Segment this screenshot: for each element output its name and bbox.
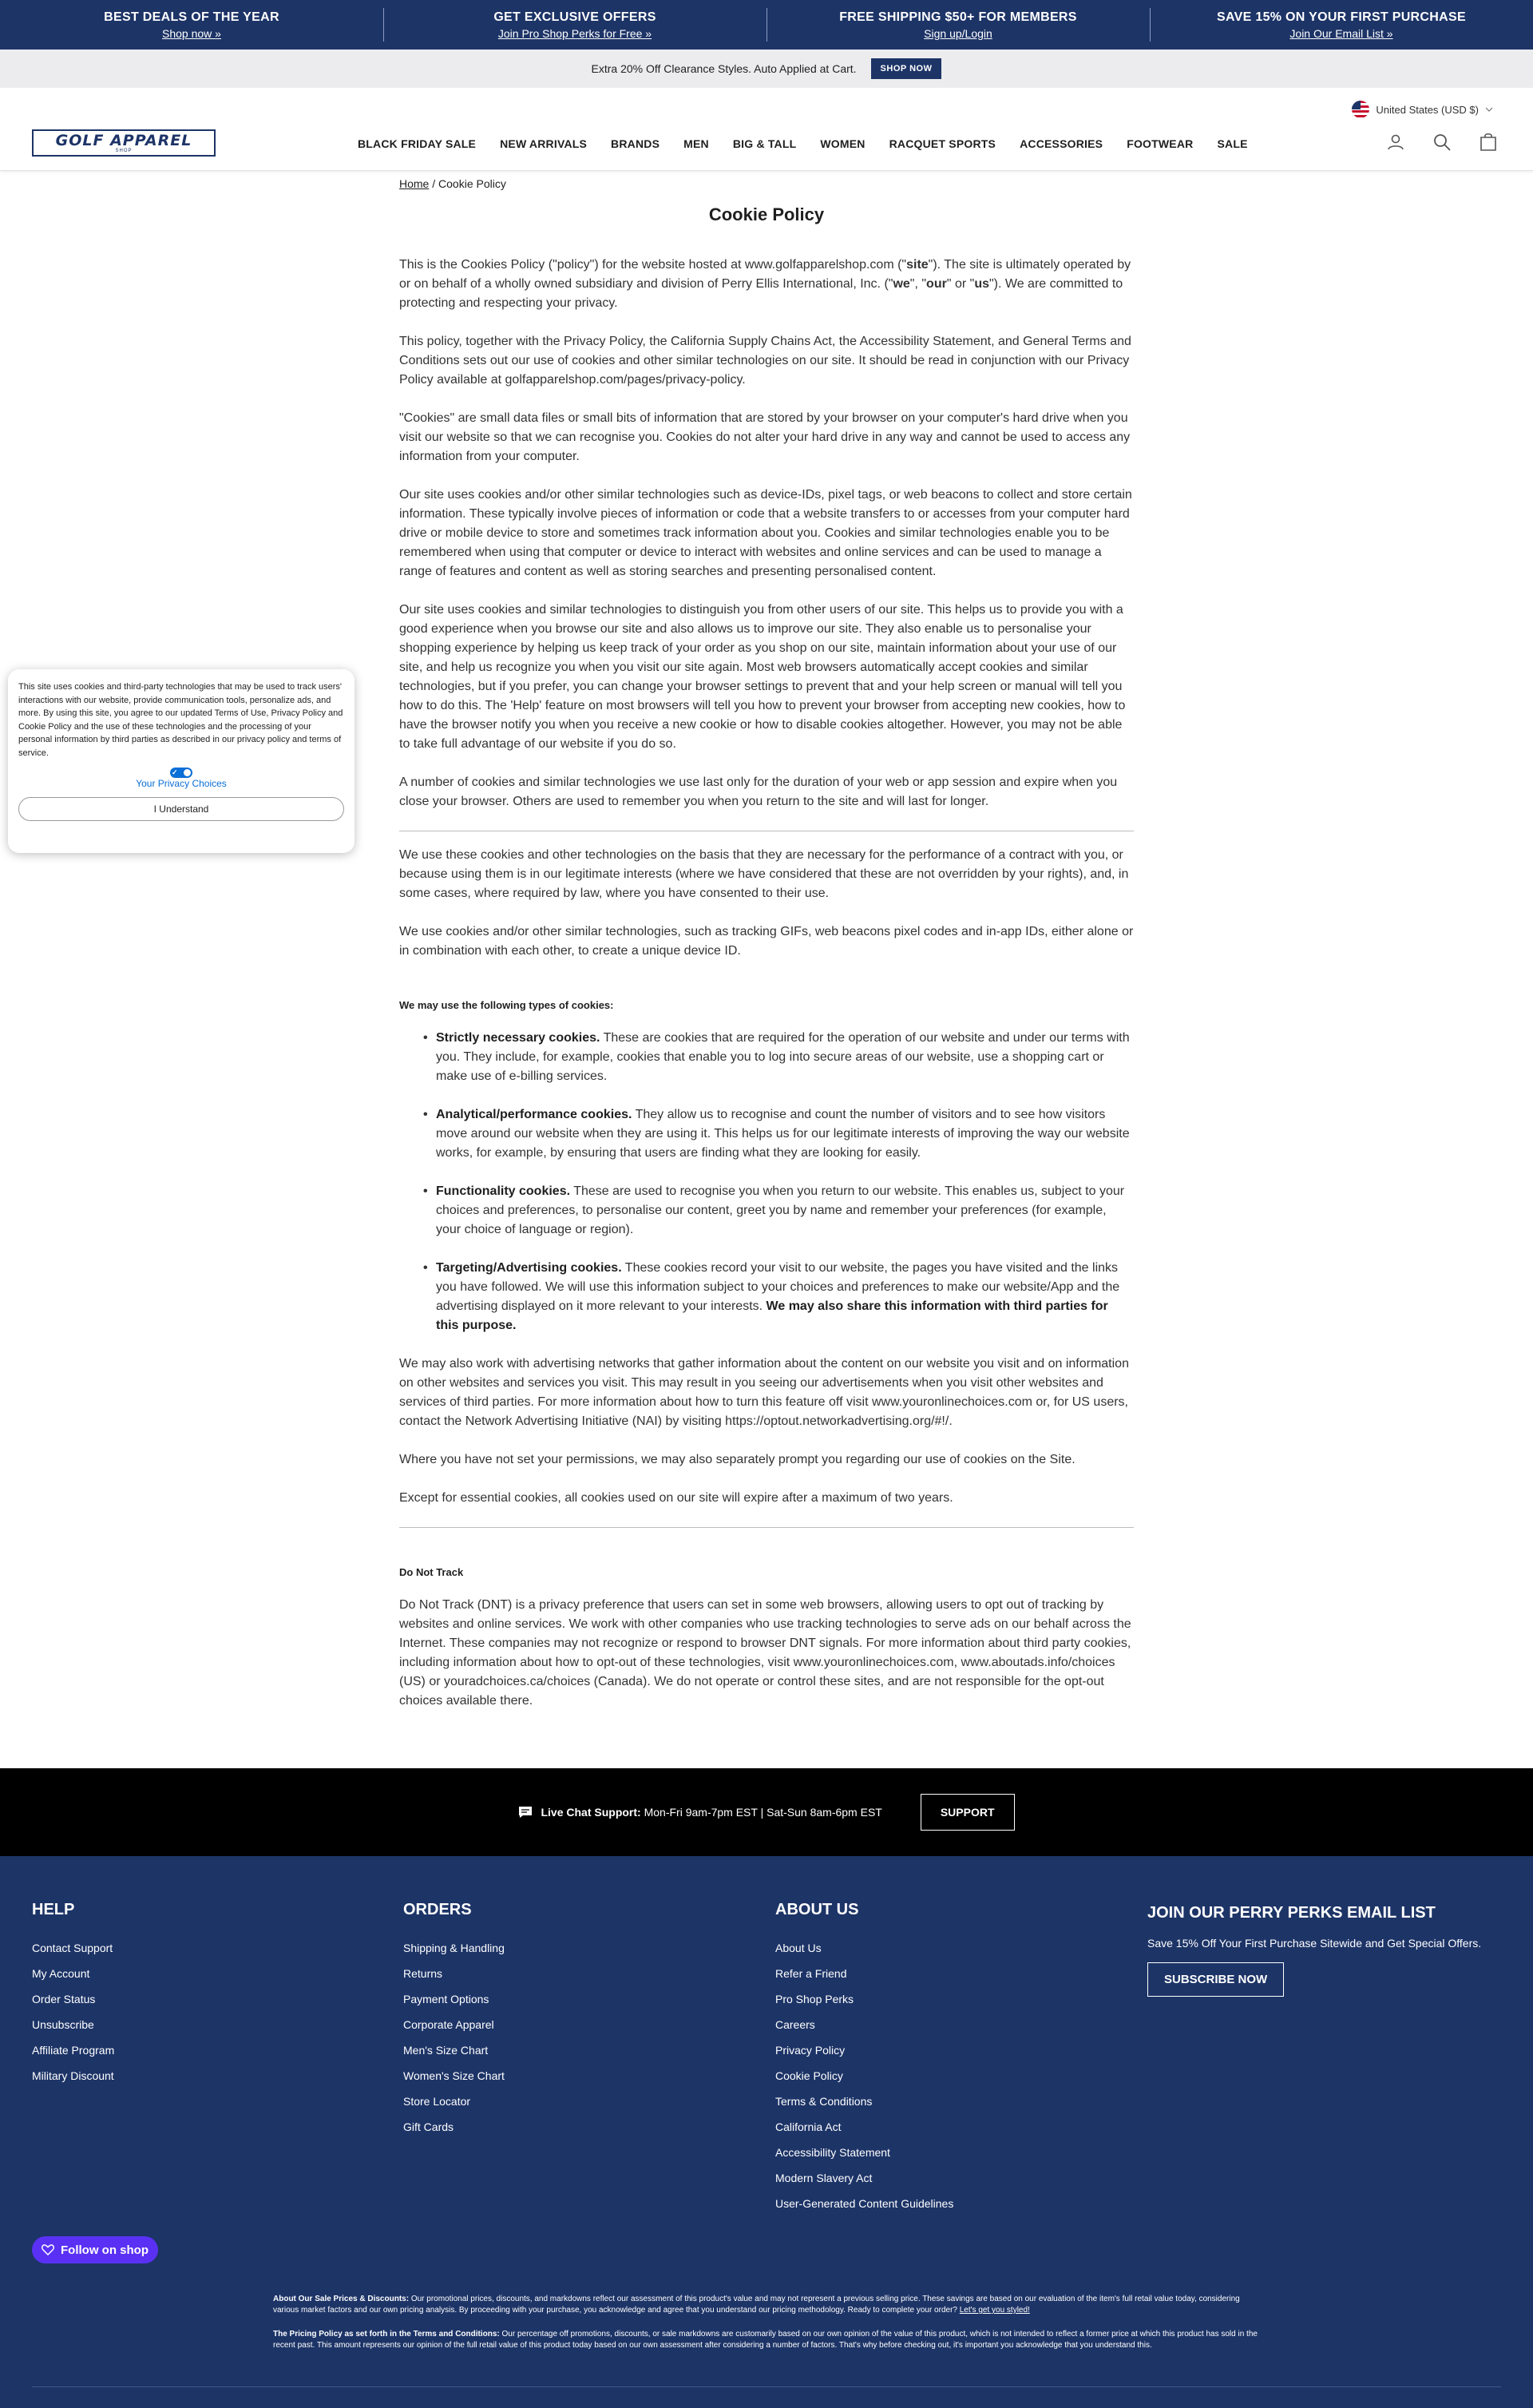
footer-link[interactable]: Store Locator [403,2095,471,2108]
promo-link[interactable]: Join Our Email List » [1289,26,1393,40]
policy-paragraph: We may also work with advertising networks that gather information about the content on our website you visit and on information on other websites and services you visit. This may result in you seeing our advertisements when you visit other websites and services of third parties. For more information about how to turn this feature off visit www.youronlinechoices.com or, for US users, contact the Network Advertising Initiative (NAI) by visiting https://optout.networkadvertising.org/#!/. [399,1357,1129,1428]
policy-paragraph: This is the Cookies Policy ("policy") for the website hosted at www.golfapparelshop.com ("site"). The site is ultimately operated by or on behalf of a wholly owned subsidiary and division of Perry Ellis International, Inc. ("we", "our" or "us"). We are committed to protecting and respecting your privacy. [399,258,1131,310]
footer-link[interactable]: California Act [775,2120,842,2133]
nav-sale[interactable]: SALE [1217,137,1248,150]
promo-title: SAVE 15% ON YOUR FIRST PURCHASE [1217,10,1466,24]
list-item: • Functionality cookies. These are used to recognise you when you return to our website. This enables us, subject to your choices and preferences, to personalise our content, greet you by name and remember your preferences (for example, your choice of language or region). [423,1184,1125,1236]
footer-link[interactable]: Contact Support [32,1942,113,1954]
email-signup-title: JOIN OUR PERRY PERKS EMAIL LIST [1147,1904,1436,1922]
policy-paragraph: Except for essential cookies, all cookies used on our site will expire after a maximum of two years. [399,1491,953,1505]
nav-black-friday-sale[interactable]: BLACK FRIDAY SALE [358,137,477,150]
nav-accessories[interactable]: ACCESSORIES [1020,137,1103,150]
subscribe-now-button[interactable]: SUBSCRIBE NOW [1147,1962,1284,1997]
follow-on-shop-button[interactable] [32,2236,158,2263]
cookie-consent-popup [8,669,355,853]
policy-content [399,177,1134,1730]
heart-icon [42,2244,54,2255]
policy-paragraph: This policy, together with the Privacy Policy, the California Supply Chains Act, the Accessibility Statement, and General Terms and Conditions sets out our use of cookies and other similar technologies on our site. It should be read in conjunction with our Privacy Policy available at golfapparelshop.com/pages/privacy-policy. [399,335,1131,387]
nav-men[interactable]: MEN [683,137,709,150]
promo-free-shipping[interactable] [766,0,1150,50]
logo-text: GOLF APPAREL [55,131,192,149]
footer-about [775,1901,953,2216]
cookie-consent-text: This site uses cookies and third-party technologies that may be used to track users' interactions with our website, provide communication tools, personalize ads, and more. By using this site, you agree to our updated Terms of Use, Privacy Policy and Cookie Policy and the use of these technologies and the processing of your personal information by third parties as described in our privacy policy and terms of service. [18,682,343,758]
promo-title: BEST DEALS OF THE YEAR [104,10,279,24]
dnt-paragraph: Do Not Track (DNT) is a privacy preference that users can set in some web browsers, allowing users to opt out of tracking by websites and online services. We work with other companies who use tracking technologies to serve ads on our behalf across the Internet. These companies may not recognize or respond to browser DNT signals. For more information about third party cookies, including information about how to opt-out of these technologies, visit www.youronlinechoices.com, www.aboutads.info/choices (US) or youradchoices.ca/choices (Canada). We do not operate or control these sites, and are not responsible for the opt-out choices available there. [399,1598,1131,1708]
footer-orders [403,1901,505,2140]
footer-help [32,1901,114,2089]
cookie-types-list [423,1029,1134,1335]
us-flag-icon [1352,101,1369,118]
policy-paragraph: Our site uses cookies and similar technologies to distinguish you from other users of our site. This helps us to provide you with a good experience when you browse our site and also allows us to improve our site. They also enable us to personalise your shopping experience by helping us keep track of your order as you shop on our site, maintain information about your use of our site, and help us recognize you when you visit our site again. Most web browsers automatically accept cookies and similar technologies, but if you prefer, you can change your browser settings to prevent that and your help screen or manual will tell you how to do this. The 'Help' feature on most browsers will tell you how to prevent your browser from accepting new cookies, how to have the browser notify you when you receive a new cookie or how to disable cookies altogether. However, you may not be able to take full advantage of our website if you do so. [399,603,1126,751]
currency-label: United States (USD $) [1376,103,1479,116]
chevron-down-icon [1485,105,1493,113]
nav-new-arrivals[interactable]: NEW ARRIVALS [500,137,588,150]
search-icon[interactable] [1432,133,1452,152]
policy-paragraph: A number of cookies and similar technologies we use last only for the duration of your web or app session and expire when you close your browser. Others are used to remember you when you return to the site and will last for longer. [399,776,1118,808]
footer-link[interactable]: Unsubscribe [32,2018,94,2031]
nav-racquet-sports[interactable]: RACQUET SPORTS [889,137,996,150]
breadcrumb-current: Cookie Policy [438,177,506,190]
account-icon[interactable] [1386,133,1405,152]
clearance-text: Extra 20% Off Clearance Styles. Auto Applied at Cart. [591,62,857,75]
footer-link[interactable]: Military Discount [32,2069,114,2082]
page-title: Cookie Policy [708,204,825,224]
footer-about-title: ABOUT US [775,1901,859,1918]
policy-paragraph: Where you have not set your permissions, we may also separately prompt you regarding our use of cookies on the Site. [399,1453,1075,1466]
nav-women[interactable]: WOMEN [820,137,866,150]
clearance-bar [0,50,1533,88]
footer-link[interactable]: Order Status [32,1993,96,2005]
footer-link[interactable]: Payment Options [403,1993,489,2005]
promo-title: GET EXCLUSIVE OFFERS [493,10,656,24]
site-footer [0,1856,1533,2408]
breadcrumb [399,177,1134,190]
footer-link[interactable]: Refer a Friend [775,1967,847,1980]
promo-best-deals[interactable] [0,0,383,50]
privacy-choices[interactable] [18,768,344,789]
promo-bar [0,0,1533,50]
chat-icon [518,1806,533,1819]
promo-save-15[interactable] [1150,0,1533,50]
footer-divider [32,2386,1501,2387]
golf-apparel-logo[interactable] [32,129,216,157]
site-header [0,88,1533,171]
policy-paragraph: We use these cookies and other technologies on the basis that they are necessary for the performance of a contract with you, or because using them is in our legitimate interests (where we have considered that these are not overridden by your rights), and, in some cases, where required by law, where you have consented to their use. [399,848,1129,900]
list-item: • Strictly necessary cookies. These are cookies that are required for the operation of our website and under our terms with you. They include, for example, cookies that enable you to log into secure areas of our website, use a shopping cart or make use of e-billing services. [423,1031,1130,1083]
footer-help-title: HELP [32,1901,75,1918]
footer-link[interactable]: Privacy Policy [775,2044,846,2057]
promo-link[interactable]: Join Pro Shop Perks for Free » [497,26,652,40]
footer-link[interactable]: Careers [775,2018,815,2031]
footer-link[interactable]: Modern Slavery Act [775,2172,873,2184]
cookie-types-heading: We may use the following types of cookies: [399,999,614,1011]
dnt-heading: Do Not Track [399,1566,464,1578]
promo-link[interactable]: Sign up/Login [924,26,992,40]
email-signup-text: Save 15% Off Your First Purchase Sitewide and Get Special Offers. [1147,1937,1482,1950]
footer-orders-title: ORDERS [403,1901,472,1918]
divider [399,1527,1134,1528]
policy-paragraph: "Cookies" are small data files or small bits of information that are stored by your browser on your computer's hard drive when you visit our website so that we can recognise you. Cookies do not alter your hard drive in any way and cannot be used to access any information from your computer. [399,411,1131,463]
follow-label: Follow on shop [61,2243,149,2257]
footer-link[interactable]: User-Generated Content Guidelines [775,2197,954,2210]
footer-link[interactable]: Women's Size Chart [403,2069,505,2082]
support-bar [0,1768,1533,1856]
nav-brands[interactable]: BRANDS [611,137,660,150]
footer-link[interactable]: Pro Shop Perks [775,1993,854,2005]
privacy-choices-link[interactable]: Your Privacy Choices [136,778,227,789]
policy-paragraph: Our site uses cookies and/or other similar technologies such as device-IDs, pixel tags, or web beacons to collect and store certain information. These typically involve pieces of information or code that a website transfers to or accesses from your computer hard drive or mobile device to store and sometimes track information about you. Cookies and similar technologies enable you to be remembered when using that computer or device to interact with websites and online services and can be used to manage a range of features and content as well as storing searches and presenting personalised content. [399,488,1132,578]
promo-title: FREE SHIPPING $50+ FOR MEMBERS [839,10,1077,24]
cart-icon[interactable] [1479,133,1498,152]
footer-link[interactable]: My Account [32,1967,90,1980]
i-understand-button[interactable]: I Understand [18,797,344,821]
sale-prices-disclaimer: About Our Sale Prices & Discounts: Our promotional prices, discounts, and markdowns reflect our assessment of this product's value and may not represent a previous selling price. These savings are based on our evaluation of the item's full retail value today, considering various market factors and our own pricing analysis. By proceeding with your purchase, you acknowledge and agree that you understand our pricing methodology. Ready to complete your order? Let's get you styled! [273,2295,1240,2315]
shop-now-button[interactable]: SHOP NOW [871,58,942,79]
footer-link[interactable]: Terms & Conditions [775,2095,873,2108]
footer-link[interactable]: Corporate Apparel [403,2018,494,2031]
footer-link[interactable]: Gift Cards [403,2120,454,2133]
footer-link[interactable]: Affiliate Program [32,2044,115,2057]
breadcrumb-home[interactable]: Home [399,177,430,190]
promo-exclusive-offers[interactable] [383,0,766,50]
main-nav [358,137,1248,150]
list-item: • Targeting/Advertising cookies. These cookies record your visit to our website, the pages you have visited and the links you have followed. We will use this information subject to your choices and preferences to make our website/App and the advertising displayed on it more relevant to your interests. We may also share this information with third parties for this purpose. [423,1261,1120,1332]
pricing-policy-disclaimer: The Pricing Policy as set forth in the Terms and Conditions: Our percentage off promotions, discounts, or sale markdowns are customarily based on our own opinion of the value of this product, which is not intended to reflect a former price at which this product has sold in the recent past. This amount represents our opinion of the full retail value of this product today based on our own assessment after considering a number of factors. That's why before checking out, it's important you acknowledge that you understand this. [273,2330,1258,2350]
nav-footwear[interactable]: FOOTWEAR [1127,137,1194,150]
footer-link[interactable]: About Us [775,1942,822,1954]
footer-link[interactable]: Cookie Policy [775,2069,843,2082]
logo-subtext: SHOP [115,148,133,153]
promo-link[interactable]: Shop now » [162,26,221,40]
privacy-toggle-icon: ✓ [170,768,192,778]
footer-link[interactable]: Returns [403,1967,443,1980]
support-label: Live Chat Support: [541,1806,641,1819]
header-icons [1386,133,1498,152]
live-chat-support [518,1806,881,1819]
currency-selector[interactable] [1352,101,1493,118]
footer-email-signup [1147,1904,1483,1997]
support-hours: Mon-Fri 9am-7pm EST | Sat-Sun 8am-6pm EST [640,1806,882,1819]
nav-big-tall[interactable]: BIG & TALL [732,137,797,150]
breadcrumb-separator: / [429,177,439,190]
styled-link[interactable]: Let's get you styled! [959,2306,1030,2315]
support-button[interactable]: SUPPORT [921,1794,1015,1831]
policy-paragraph: We use cookies and/or other similar technologies, such as tracking GIFs, web beacons pixel codes and in-app IDs, either alone or in combination with each other, to create a unique device ID. [399,925,1134,958]
list-item: • Analytical/performance cookies. They allow us to recognise and count the number of visitors and to see how visitors move around our website when they are using it. This helps us for our legitimate interests of improving the way our website works, for example, by ensuring that users are finding what they are looking for easily. [423,1108,1130,1160]
footer-link[interactable]: Accessibility Statement [775,2146,890,2159]
footer-link[interactable]: Shipping & Handling [403,1942,505,1954]
footer-link[interactable]: Men's Size Chart [403,2044,489,2057]
